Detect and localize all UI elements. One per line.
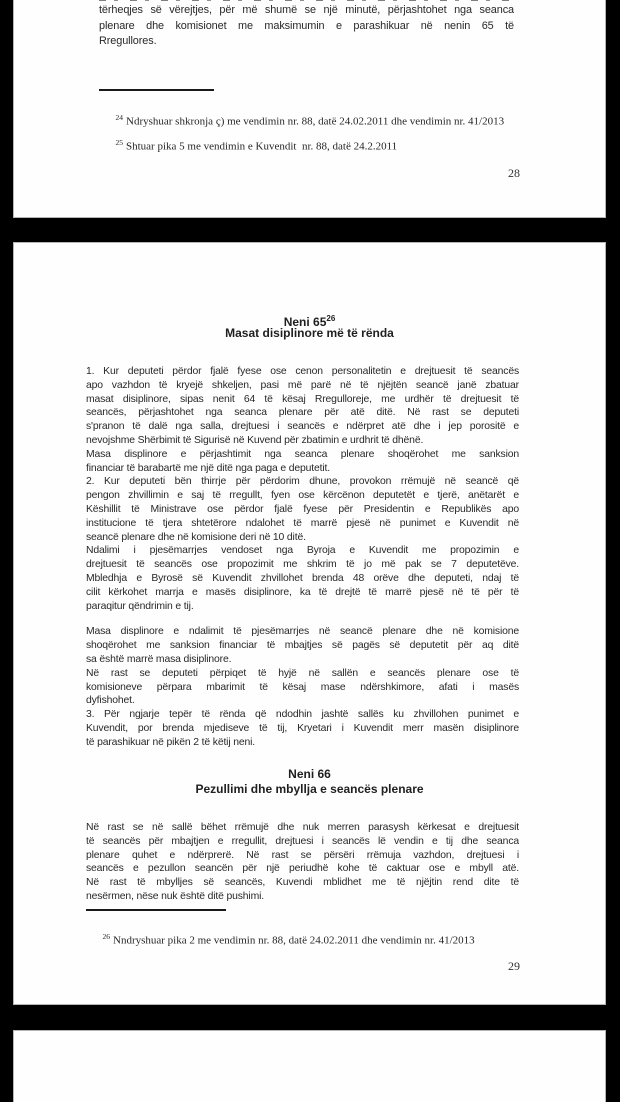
footnote-text: Ndryshuar shkronja ç) me vendimin nr. 88, datë 24.02.2011 dhe vendimin nr. 41/2013	[126, 115, 505, 128]
article-66-title: Pezullimi dhe mbyllja e seancës plenare	[195, 782, 424, 796]
body-text-line: Masa displinore e përjashtimit nga seanca plenare shoqërohet me sanksion	[86, 448, 519, 460]
body-text-line: dyfishohet.	[86, 695, 135, 707]
body-text-line: plenare dhe komisionet me maksimumin e parashikuar në nenin 65 të	[99, 19, 514, 32]
body-text-line: 2. Kur deputeti bën thirrje për përdorim dhune, provokon rrëmujë në seancë që	[86, 476, 519, 488]
footnote-25	[99, 123, 539, 167]
body-text-line: financiar të barabartë me një ditë nga paga e deputetit.	[86, 462, 331, 474]
footnote-number: 25	[115, 138, 123, 147]
footnote-ref: 26	[326, 314, 336, 323]
body-text-line: masat disiplinore, sipas nenit 64 të kësaj Rregulloreje, me urdhër të drejtuesit të	[86, 393, 519, 405]
paragraph-gap	[86, 613, 519, 625]
body-text-line: sa është marrë masa disiplinore.	[86, 653, 232, 665]
body-text-line: apo vazhdon të kryejë shkeljen, pasi më parë në të njëjtën seancë janë zbatuar	[86, 379, 519, 391]
body-text-line: plenare quhet e ndërprerë. Në rast se përsëri rrëmuja vazhdon, drejtuesi i	[86, 849, 519, 861]
article-label: Neni 65	[283, 315, 327, 329]
body-text-line: institucione të tjera shtetërore ndalohet të marrë pjesë në punimet e Kuvendit në	[86, 517, 519, 529]
footnote-26	[86, 917, 536, 961]
document-page-29	[13, 242, 606, 1005]
body-text-line: seancës e pezullon seancën për një periudhë kohe të caktuar ose e mbyll atë.	[86, 863, 519, 875]
footnote-number: 26	[102, 932, 110, 941]
body-text-line: Në rast se deputeti përpiqet të hyjë në sallën e seancës plenare ose të	[86, 667, 519, 679]
footnote-separator	[99, 89, 214, 91]
body-text-line: pengon zhvillimin e saj të rregullt, fyen ose kërcënon deputetët e tjerë, anëtarët e	[86, 490, 519, 502]
article-65-title: Masat disiplinore më të rënda	[225, 326, 394, 340]
body-text-line: Rregullores.	[99, 35, 157, 47]
footnote-separator	[86, 909, 226, 911]
body-text-line: Kuvendit, por brenda mjediseve të tij, Kryetari i Kuvendit merr masën disiplinore	[86, 722, 519, 734]
body-text-line: Këshillit të Ministrave ose përdor fjalë fyese për Presidentin e Republikës apo	[86, 503, 519, 515]
article-66-body-text	[86, 821, 519, 904]
body-text-line: Në rast se në sallë bëhet rrëmujë dhe nuk merren parasysh kërkesat e drejtuesit	[86, 822, 519, 833]
body-text-line: nevojshme Shërbimit të Sigurisë në Kuvend për zbatimin e urdhrit të dhënë.	[86, 434, 424, 446]
article-66-heading: Neni 66	[288, 767, 331, 781]
body-text-line: nesërmen, nëse nuk është ditë pushimi.	[86, 890, 264, 902]
body-text-line: 3. Për ngjarje tepër të rënda që ndodhin jashtë sallës ku zhvillohen punimet e	[86, 709, 519, 721]
body-text-line: Në rast të mbylljes së seancës, Kuvendi mblidhet me të njëjtin rend dite të	[86, 877, 519, 889]
body-text-line: tërheqjes së vërejtjes, për më shumë se një minutë, përjashtohet nga seanca	[99, 4, 514, 16]
footnote-text: Nndryshuar pika 2 me vendimin nr. 88, datë 24.02.2011 dhe vendimin nr. 41/2013	[113, 934, 475, 947]
article-65-body-text	[86, 365, 519, 750]
footnote-text: Shtuar pika 5 me vendimin e Kuvendit nr. 88, datë 24.2.2011	[126, 140, 398, 153]
body-text-line: 1. Kur deputeti përdor fjalë fyese ose cenon personalitetin e drejtuesit të seancës	[86, 366, 519, 377]
document-page-28	[13, 0, 606, 218]
body-text-line: të seancës për mbajtjen e rregullit, drejtuesi i seancës lë vendin e tij dhe seanca	[86, 835, 519, 847]
body-text-line: të parashikuar në pikën 2 të këtij neni.	[86, 736, 256, 748]
body-text-line: seancë plenare dhe në komisione deri në 10 ditë.	[86, 531, 306, 543]
body-text-line: Masa displinore e ndalimit të pjesëmarrjes në seancë plenare dhe në komisione	[86, 626, 519, 638]
page28-body-text	[99, 3, 514, 50]
document-page-next	[13, 1030, 606, 1102]
body-text-line: Mbledhja e Byrosë së Kuvendit zhvillohet brenda 48 orëve dhe deputeti, ndaj të	[86, 572, 519, 584]
page-number: 29	[508, 959, 520, 973]
body-text-line: Ndalimi i pjesëmarrjes vendoset nga Byroja e Kuvendit me propozimin e	[86, 545, 519, 557]
page-number: 28	[508, 166, 520, 180]
body-text-line: drejtuesit të seancës ose propozimit me shkrim të jo më pak se 7 deputetëve.	[86, 559, 519, 571]
body-text-line: shoqërohet me sanksion financiar të mbajtjes së pagës së deputetit për aq ditë	[86, 640, 519, 652]
body-text-line: s'pranon të dalë nga salla, drejtuesi i seancës e ndërpret atë dhe i jep porositë e	[86, 421, 519, 433]
body-text-line: paraqitur qëndrimin e tij.	[86, 600, 194, 612]
body-text-line: cilit kërkohet marrja e masës disiplinore, ka të drejtë të marrë pjesë në të për të	[86, 586, 519, 598]
body-text-line: komisioneve përpara mbarimit të kësaj mase ndërshkimore, afati i masës	[86, 681, 519, 693]
footnote-number: 24	[115, 113, 123, 122]
clipped-text-remnant	[99, 0, 514, 1]
body-text-line: seancës, përjashtohet nga seanca plenare për atë ditë. Në rast se deputeti	[86, 407, 519, 419]
